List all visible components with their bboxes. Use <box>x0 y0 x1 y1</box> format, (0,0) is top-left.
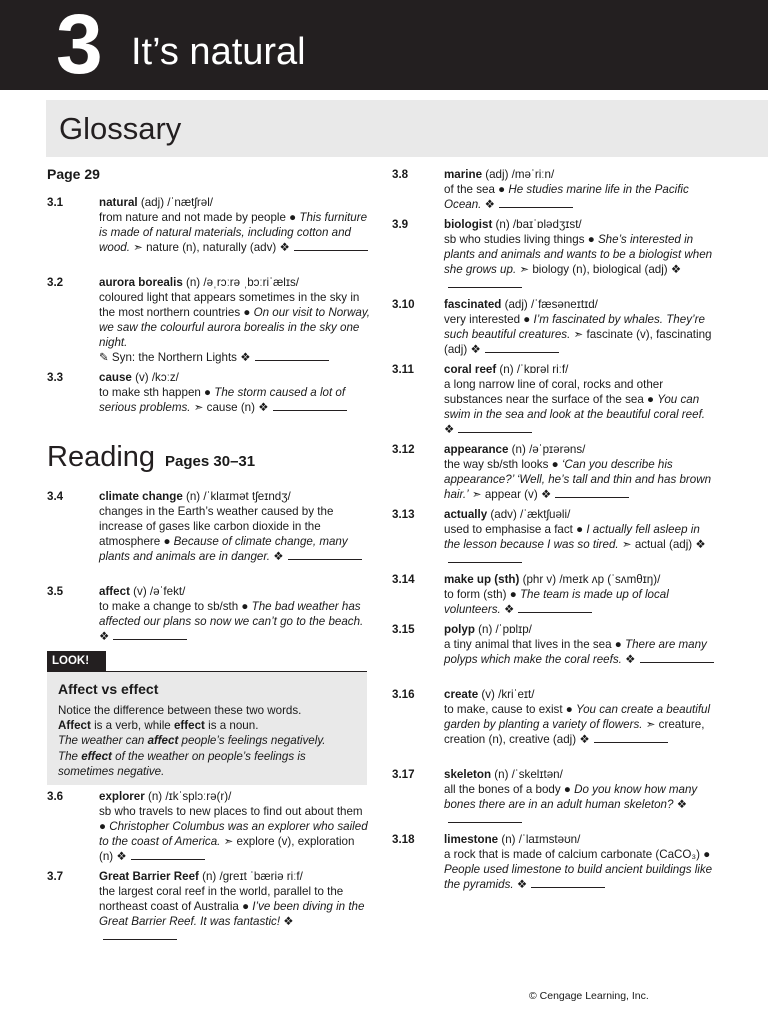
entry-headword: make up (sth) <box>444 573 520 586</box>
entry-body <box>444 687 716 747</box>
look-line: The weather can affect people’s feelings negatively. <box>58 734 326 748</box>
entry-example: Because of climate change, many plants and animals are in danger. <box>99 535 348 563</box>
entry-related-words: ➣ biology (n), biological (adj) <box>516 263 668 276</box>
entry-pronunciation: (n) /ɪkˈsplɔːrə(r)/ <box>144 790 232 803</box>
entry-pronunciation: (n) /ˈlaɪmstəʊn/ <box>498 833 581 846</box>
entry-pronunciation: (n) /ɡreɪt ˈbæriə riːf/ <box>198 870 303 883</box>
entry-number: 3.7 <box>47 870 64 883</box>
entry-example: You can swim in the sea and look at the beautiful coral reef. <box>444 393 706 421</box>
entry-number: 3.13 <box>392 508 415 521</box>
diamond-icon: ❖ <box>240 351 251 364</box>
entry-number: 3.4 <box>47 490 64 503</box>
entry-example: The storm caused a lot of serious problems. <box>99 386 346 414</box>
entry-related-words: ➣ creature, creation (n), creative (adj) <box>444 718 705 746</box>
entry-headword: appearance <box>444 443 509 456</box>
entry-body <box>99 489 371 564</box>
entry-body <box>444 832 716 892</box>
entry-body <box>444 362 716 437</box>
entry-number: 3.3 <box>47 371 64 384</box>
entry-example: Christopher Columbus was an explorer who sailed to the coast of America. <box>99 820 368 848</box>
translation-blank <box>458 423 532 433</box>
entry-pronunciation: (adv) /ˈæktʃuəli/ <box>487 508 571 521</box>
entry-number: 3.17 <box>392 768 415 781</box>
diamond-icon: ❖ <box>279 241 290 254</box>
entry-pronunciation: (n) /ˈkɒrəl riːf/ <box>496 363 569 376</box>
diamond-icon: ❖ <box>670 263 682 276</box>
translation-blank <box>103 930 177 940</box>
entry-body <box>444 442 716 502</box>
entry-example: People used limestone to build ancient buildings like the pyramids. <box>444 863 713 891</box>
entry-pronunciation: (v) /kɔːz/ <box>131 371 179 384</box>
entry-definition: to make, cause to exist ● <box>444 703 577 716</box>
translation-blank <box>499 198 573 208</box>
entry-example: I actually fell asleep in the lesson because I was so tired. <box>444 523 700 551</box>
entry-body <box>444 622 716 667</box>
entry-definition: used to emphasise a fact ● <box>444 523 587 536</box>
entry-definition: very interested ● <box>444 313 534 326</box>
entry-number: 3.12 <box>392 443 415 456</box>
diamond-icon: ❖ <box>484 198 496 211</box>
entry-headword: polyp <box>444 623 475 636</box>
translation-blank <box>131 850 205 860</box>
glossary-band <box>46 100 768 157</box>
entry-synonym: ✎ Syn: the Northern Lights <box>99 351 237 364</box>
entry-body <box>99 789 371 864</box>
entry-number: 3.15 <box>392 623 415 636</box>
diamond-icon: ❖ <box>444 423 455 436</box>
look-text <box>58 703 362 779</box>
entry-related-words: ➣ fascinate (v), fascinating (adj) <box>444 328 712 356</box>
entry-pronunciation: (n) /ˈskelɪtən/ <box>491 768 563 781</box>
diamond-icon: ❖ <box>695 538 706 551</box>
entry-example: Do you know how many bones there are in an adult human skeleton? <box>444 783 698 811</box>
entry-related-words: ➣ nature (n), naturally (adv) <box>129 241 277 254</box>
entry-number: 3.18 <box>392 833 415 846</box>
entry-body <box>99 584 371 644</box>
translation-blank <box>273 401 347 411</box>
entry-definition: from nature and not made by people ● <box>99 211 300 224</box>
entry-definition: sb who studies living things ● <box>444 233 598 246</box>
entry-body <box>444 572 716 617</box>
entry-number: 3.1 <box>47 196 64 209</box>
entry-pronunciation: (n) /ˈklaɪmət tʃeɪndʒ/ <box>182 490 291 503</box>
entry-body <box>99 275 371 365</box>
page-label: Page 29 <box>47 166 100 182</box>
entry-definition: changes in the Earth’s weather caused by the increase of gases like carbon dioxide in the atmosphere ● <box>99 505 334 548</box>
entry-headword: actually <box>444 508 488 521</box>
copyright-footer: © Cengage Learning, Inc. <box>529 990 649 1002</box>
entry-headword: climate change <box>99 490 183 503</box>
entry-example: On our visit to Norway, we saw the colourful aurora borealis in the sky one night. <box>99 306 370 349</box>
entry-pronunciation: (adj) /ˈfæsəneɪtɪd/ <box>501 298 598 311</box>
entry-definition: a tiny animal that lives in the sea ● <box>444 638 625 651</box>
entry-related-words: ➣ actual (adj) <box>618 538 693 551</box>
entry-example: The bad weather has affected our plans so now we can’t go to the beach. <box>99 600 364 628</box>
unit-title: It’s natural <box>131 31 306 73</box>
entry-body <box>99 195 371 255</box>
look-title: Affect vs effect <box>58 681 159 697</box>
entry-example: This furniture is made of natural materials, including cotton and wood. <box>99 211 368 254</box>
entry-headword: coral reef <box>444 363 497 376</box>
entry-headword: limestone <box>444 833 499 846</box>
entry-headword: affect <box>99 585 130 598</box>
entry-definition: to make sth happen ● <box>99 386 215 399</box>
look-line: Notice the difference between these two words. <box>58 704 302 717</box>
entry-body <box>444 297 716 357</box>
entry-pronunciation: (n) /baɪˈɒlədʒɪst/ <box>492 218 582 231</box>
diamond-icon: ❖ <box>676 798 688 811</box>
entry-related-words: ➣ appear (v) <box>468 488 538 501</box>
entry-definition: all the bones of a body ● <box>444 783 575 796</box>
entry-headword: skeleton <box>444 768 492 781</box>
entry-body <box>444 767 716 827</box>
entry-definition: a long narrow line of coral, rocks and other substances near the surface of the sea ● <box>444 378 664 406</box>
translation-blank <box>594 733 668 743</box>
diamond-icon: ❖ <box>470 343 481 356</box>
look-line: The effect of the weather on people’s feelings is sometimes negative. <box>58 749 306 778</box>
translation-blank <box>288 550 362 560</box>
entry-definition: sb who travels to new places to find out about them ● <box>99 805 363 833</box>
entry-number: 3.6 <box>47 790 64 803</box>
entry-body <box>444 167 716 212</box>
unit-number: 3 <box>56 0 103 91</box>
entry-example: She’s interested in plants and animals and wants to be a biologist when she grows up. <box>444 233 713 276</box>
look-line: Affect is a verb, while effect is a noun. <box>58 719 259 733</box>
translation-blank <box>640 653 714 663</box>
entry-pronunciation: (n) /ˈpɒlɪp/ <box>474 623 532 636</box>
entry-number: 3.2 <box>47 276 64 289</box>
entry-body <box>444 507 716 567</box>
entry-headword: marine <box>444 168 483 181</box>
entry-headword: aurora borealis <box>99 276 183 289</box>
entry-headword: fascinated <box>444 298 502 311</box>
diamond-icon: ❖ <box>116 850 127 863</box>
diamond-icon: ❖ <box>625 653 636 666</box>
entry-number: 3.8 <box>392 168 409 181</box>
translation-blank <box>518 603 592 613</box>
entry-pronunciation: (n) /əˈpɪərəns/ <box>508 443 586 456</box>
entry-definition: to make a change to sb/sth ● <box>99 600 252 613</box>
entry-body <box>99 370 371 415</box>
look-tab: LOOK! <box>47 651 106 671</box>
entry-number: 3.10 <box>392 298 415 311</box>
glossary-title: Glossary <box>59 111 182 146</box>
entry-pronunciation: (n) /əˌrɔːrə ˌbɔːriˈælɪs/ <box>182 276 299 289</box>
diamond-icon: ❖ <box>516 878 528 891</box>
translation-blank <box>555 488 629 498</box>
entry-body <box>99 869 371 944</box>
translation-blank <box>448 813 522 823</box>
diamond-icon: ❖ <box>503 603 515 616</box>
reading-pages: Pages 30–31 <box>165 453 256 470</box>
entry-example: I’ve been diving in the Great Barrier Reef. It was fantastic! <box>99 900 365 928</box>
reading-section-heading <box>47 441 255 474</box>
translation-blank <box>448 278 522 288</box>
entry-number: 3.5 <box>47 585 64 598</box>
translation-blank <box>448 553 522 563</box>
entry-related-words: ➣ cause (n) <box>190 401 255 414</box>
entry-number: 3.14 <box>392 573 415 586</box>
entry-definition: to form (sth) ● <box>444 588 520 601</box>
entry-example: He studies marine life in the Pacific Ocean. <box>444 183 689 211</box>
entry-body <box>444 217 716 292</box>
entry-related-words: ➣ explore (v), exploration (n) <box>99 835 355 863</box>
diamond-icon: ❖ <box>283 915 294 928</box>
entry-definition: coloured light that appears sometimes in the sky in the most northern countries ● <box>99 291 360 319</box>
translation-blank <box>531 878 605 888</box>
diamond-icon: ❖ <box>273 550 284 563</box>
unit-header-bar <box>0 0 768 90</box>
translation-blank <box>255 351 329 361</box>
entry-number: 3.9 <box>392 218 409 231</box>
entry-definition: the largest coral reef in the world, parallel to the northeast coast of Australia ● <box>99 885 344 913</box>
diamond-icon: ❖ <box>99 630 110 643</box>
entry-pronunciation: (v) /kriˈeɪt/ <box>478 688 535 701</box>
entry-definition: of the sea ● <box>444 183 509 196</box>
translation-blank <box>294 241 368 251</box>
entry-headword: create <box>444 688 479 701</box>
translation-blank <box>485 343 559 353</box>
entry-example: You can create a beautiful garden by planting a variety of flowers. <box>444 703 711 731</box>
entry-example: I’m fascinated by whales. They’re such beautiful creatures. <box>444 313 705 341</box>
look-box <box>47 672 367 785</box>
entry-pronunciation: (adj) /məˈriːn/ <box>482 168 555 181</box>
entry-headword: Great Barrier Reef <box>99 870 199 883</box>
entry-number: 3.16 <box>392 688 415 701</box>
entry-headword: natural <box>99 196 138 209</box>
entry-definition: the way sb/sth looks ● <box>444 458 562 471</box>
diamond-icon: ❖ <box>258 401 269 414</box>
entry-headword: explorer <box>99 790 145 803</box>
entry-headword: biologist <box>444 218 493 231</box>
entry-definition: a rock that is made of calcium carbonate (CaCO₃) ● <box>444 848 711 861</box>
entry-example: ‘Can you describe his appearance?’ ‘Well, he’s tall and thin and has brown hair.’ <box>444 458 712 501</box>
entry-example: The team is made up of local volunteers. <box>444 588 669 616</box>
entry-pronunciation: (phr v) /meɪk ʌp (ˈsʌmθɪŋ)/ <box>519 573 661 586</box>
diamond-icon: ❖ <box>540 488 552 501</box>
translation-blank <box>113 630 187 640</box>
entry-pronunciation: (adj) /ˈnætʃrəl/ <box>137 196 214 209</box>
entry-pronunciation: (v) /əˈfekt/ <box>129 585 186 598</box>
reading-title: Reading <box>47 441 156 473</box>
entry-headword: cause <box>99 371 132 384</box>
entry-example: There are many polyps which make the coral reefs. <box>444 638 707 666</box>
entry-number: 3.11 <box>392 363 414 376</box>
diamond-icon: ❖ <box>579 733 590 746</box>
